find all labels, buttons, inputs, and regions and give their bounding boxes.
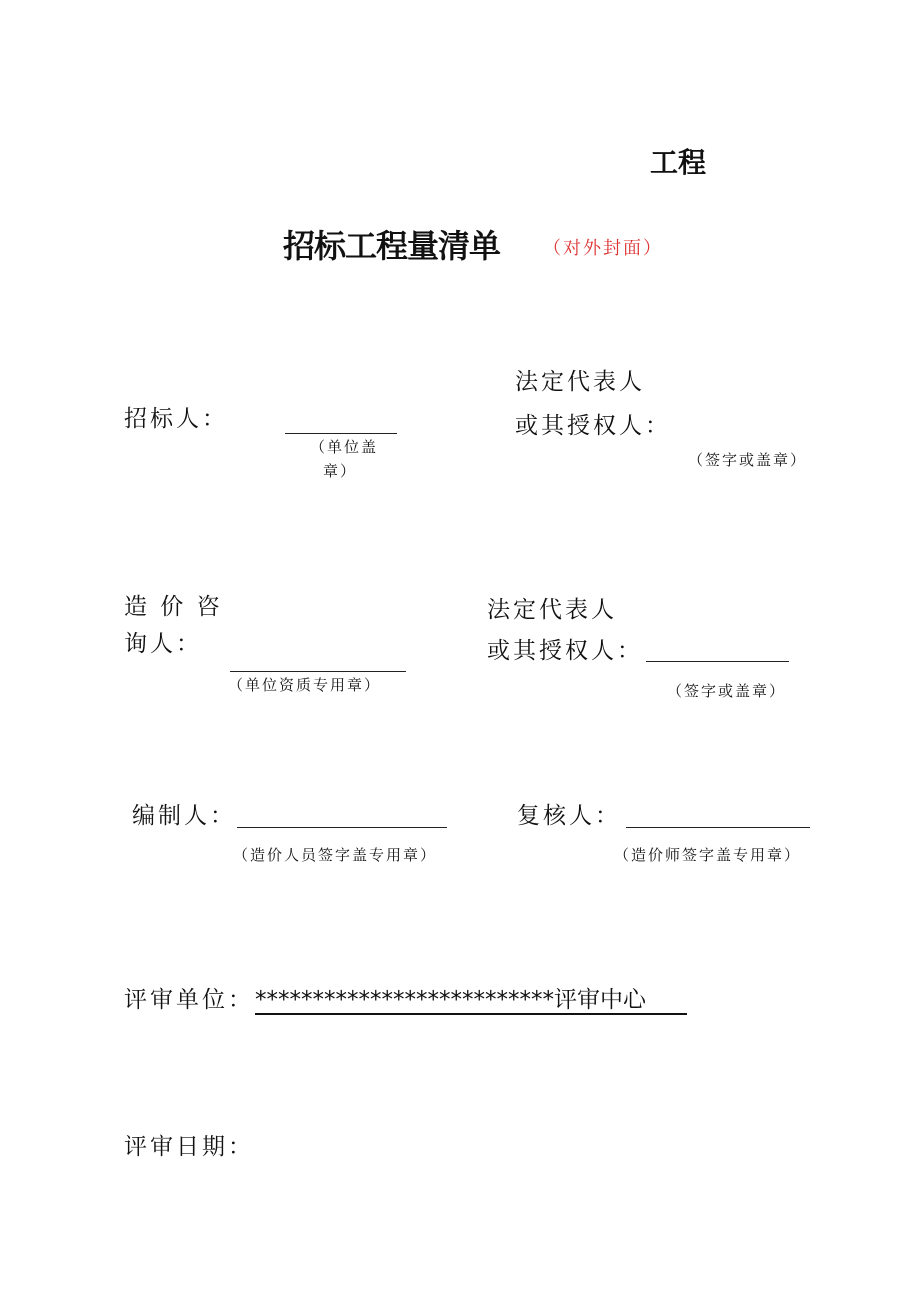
consultant-label-line2: 询人：: [124, 631, 202, 657]
title-note: （对外封面）: [543, 238, 663, 259]
consultant-sign-line: [230, 671, 406, 672]
compiler-note: （造价人员签字盖专用章）: [233, 846, 438, 864]
tenderer-note-line1: （单位盖: [310, 438, 379, 456]
tenderer-label: 招标人：: [124, 406, 228, 432]
project-name-suffix: 工程: [650, 146, 707, 179]
page-title: 招标工程量清单: [283, 227, 501, 265]
reviewer-note: （造价师签字盖专用章）: [614, 846, 802, 864]
compiler-label: 编制人：: [132, 803, 236, 829]
reviewer-sign-line: [626, 827, 810, 828]
review-unit-label: 评审单位：: [124, 987, 254, 1013]
consultant-note: （单位资质专用章）: [228, 676, 382, 694]
tenderer-rep-note: （签字或盖章）: [688, 451, 808, 469]
consultant-rep-sign-line: [646, 661, 789, 662]
tenderer-sign-line: [285, 433, 397, 434]
consultant-rep-note: （签字或盖章）: [667, 682, 787, 700]
tenderer-note-line2: 章）: [323, 462, 358, 480]
consultant-label-line1: 造 价 咨: [124, 594, 223, 620]
tenderer-rep-label-line2: 或其授权人：: [515, 413, 671, 439]
reviewer-label: 复核人：: [517, 803, 621, 829]
review-date-label: 评审日期：: [124, 1134, 254, 1160]
review-unit-value: **************************评审中心: [255, 987, 646, 1013]
compiler-sign-line: [237, 827, 447, 828]
consultant-rep-label-line1: 法定代表人: [487, 597, 617, 623]
tenderer-rep-label-line1: 法定代表人: [515, 369, 645, 395]
review-unit-underline: [255, 1013, 687, 1015]
consultant-rep-label-line2: 或其授权人：: [487, 638, 643, 664]
